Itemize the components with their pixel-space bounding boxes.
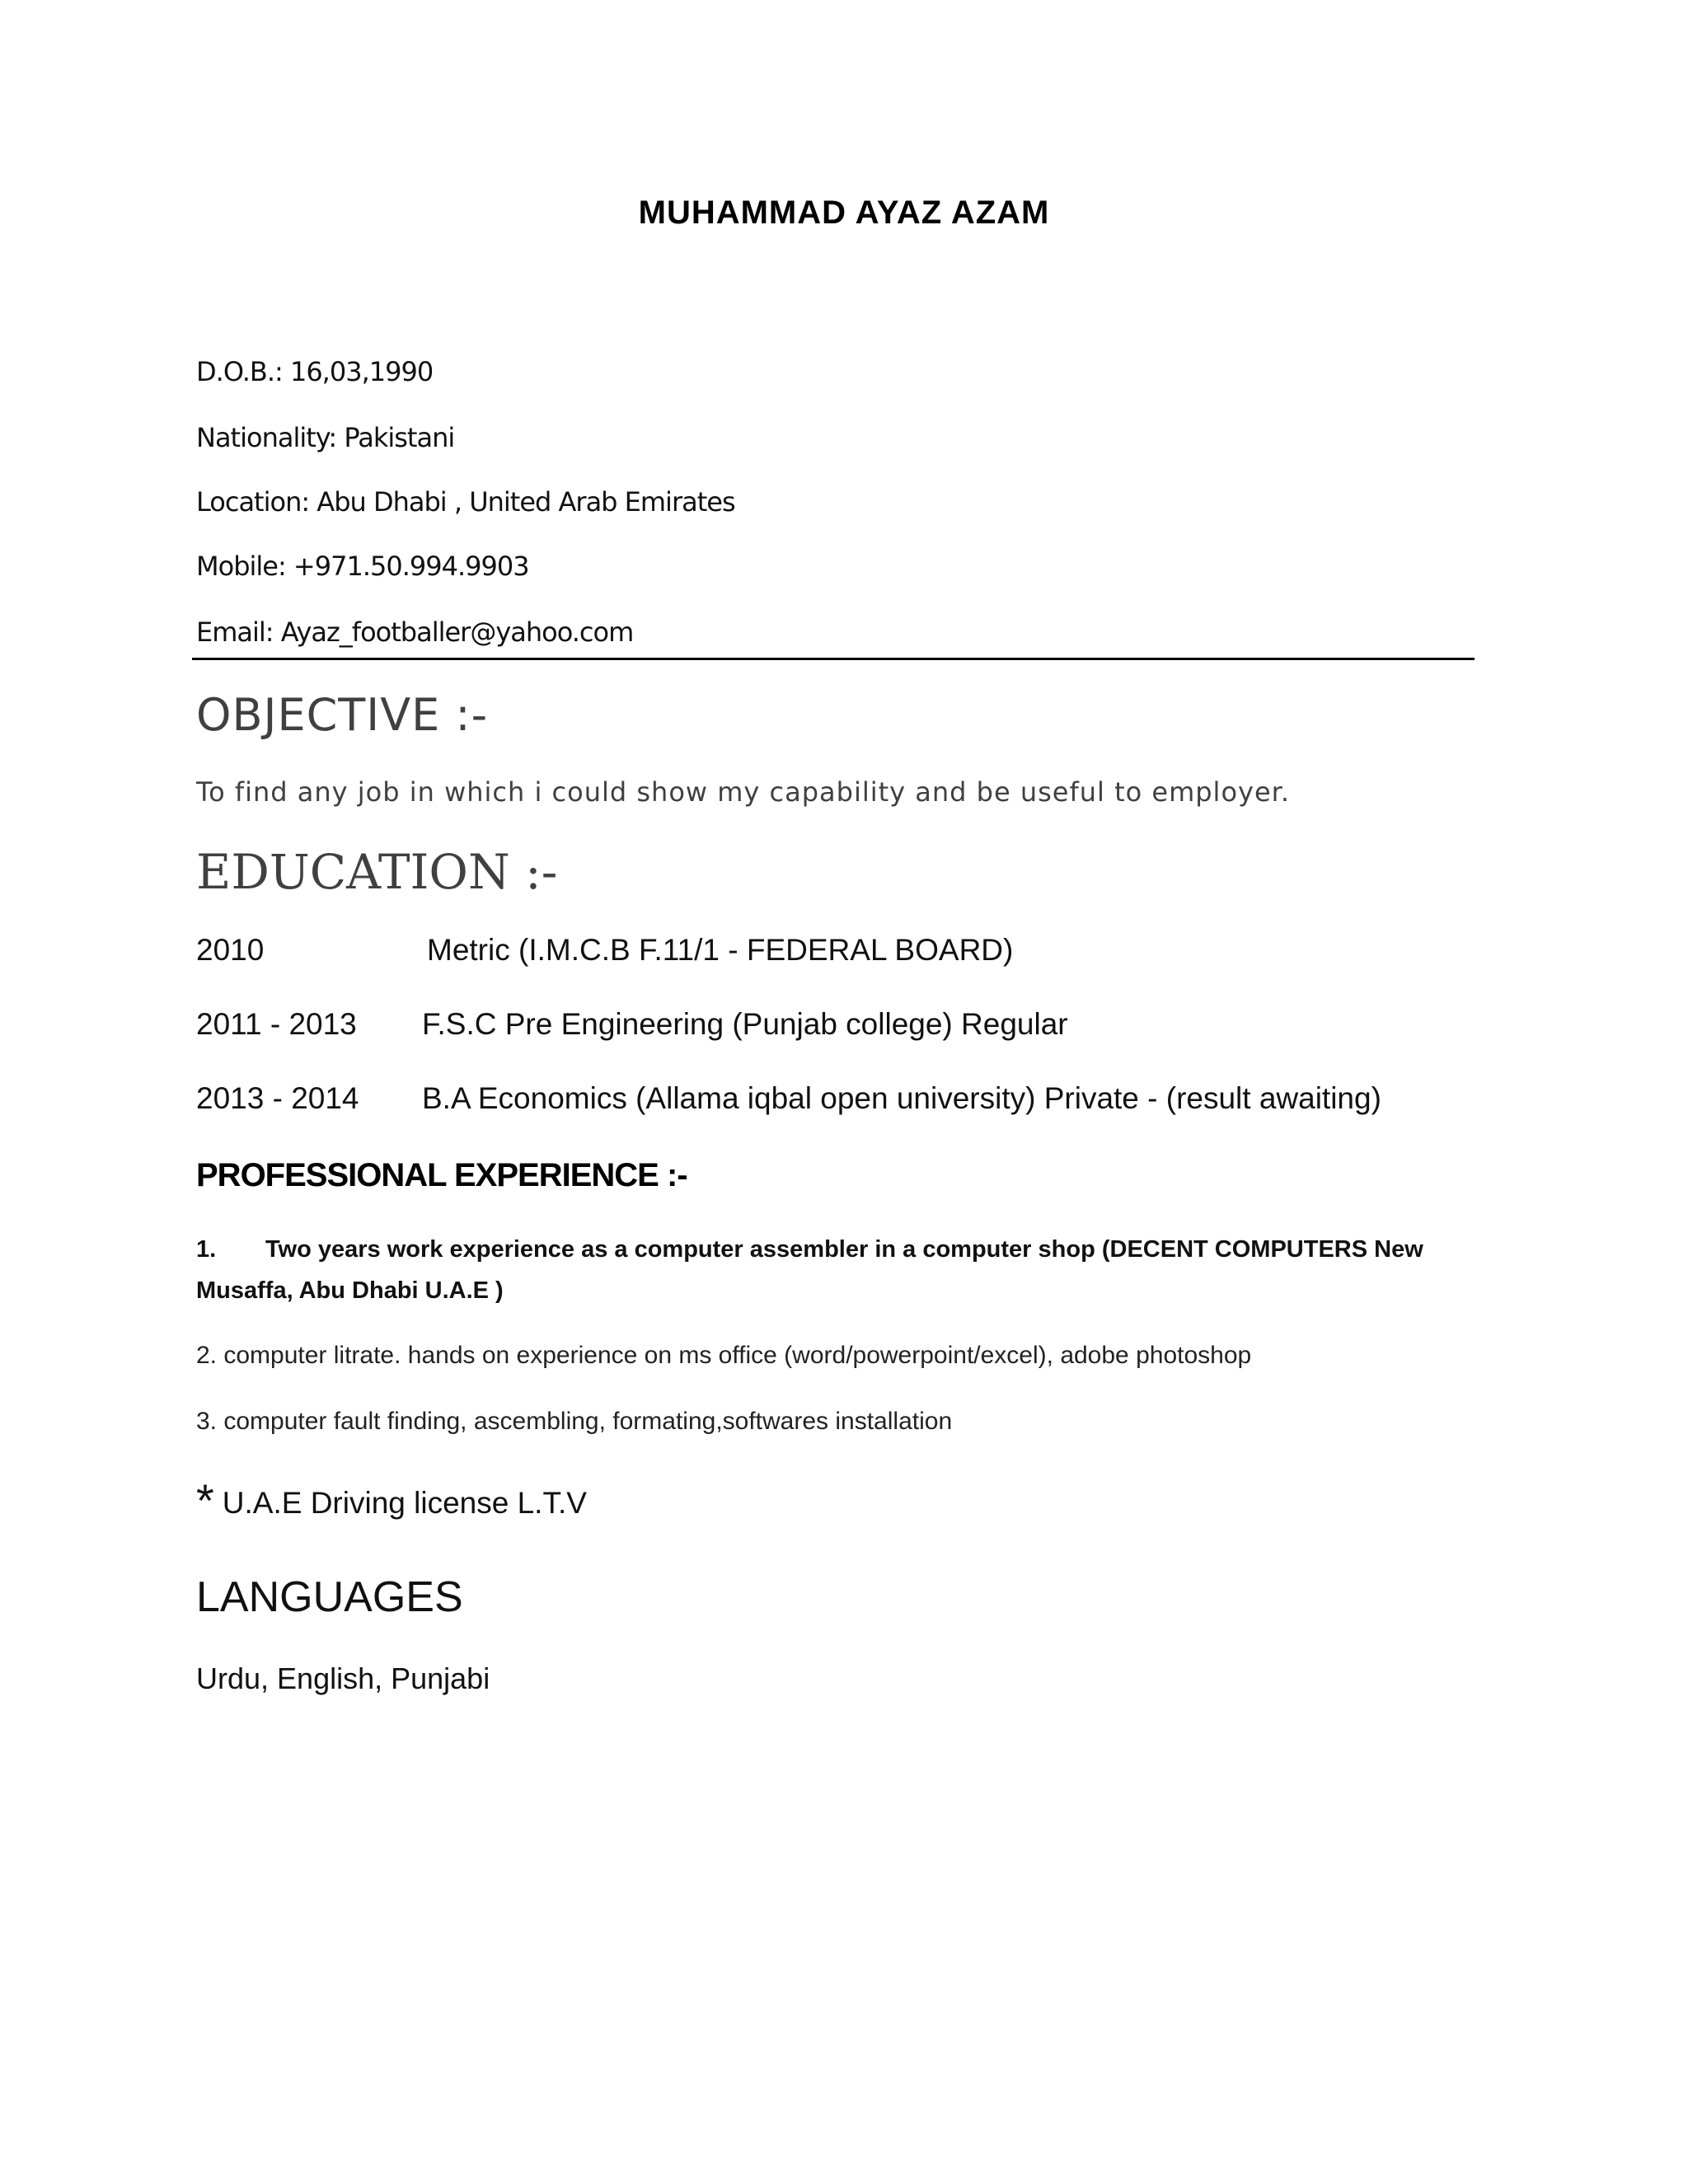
education-row-2-desc: F.S.C Pre Engineering (Punjab college) Regular xyxy=(422,1007,1068,1041)
experience-item-1-number: 1. xyxy=(196,1236,217,1263)
experience-item-1-line-1: Two years work experience as a computer assembler in a computer shop (DECENT COMPUTERS New xyxy=(265,1236,1423,1263)
mobile-line: Mobile: +971.50.994.9903 xyxy=(196,551,529,582)
education-row-2-years: 2011 - 2013 xyxy=(196,1007,357,1041)
education-row-3-desc: B.A Economics (Allama iqbal open university) Private - (result awaiting) xyxy=(422,1081,1381,1115)
languages-text: Urdu, English, Punjabi xyxy=(196,1661,490,1695)
education-row-1-desc: Metric (I.M.C.B F.11/1 - FEDERAL BOARD) xyxy=(427,933,1014,967)
objective-heading: OBJECTIVE :- xyxy=(196,689,489,741)
location-line: Location: Abu Dhabi , United Arab Emirates xyxy=(196,486,735,518)
license-line xyxy=(196,1474,587,1527)
experience-item-1-line-2: Musaffa, Abu Dhabi U.A.E ) xyxy=(196,1277,504,1304)
license-text: U.A.E Driving license L.T.V xyxy=(222,1486,587,1520)
education-row-3-years: 2013 - 2014 xyxy=(196,1081,359,1115)
education-row-1-years: 2010 xyxy=(196,933,265,967)
email-line: Email: Ayaz_footballer@yahoo.com xyxy=(196,616,634,648)
asterisk-bullet: * xyxy=(196,1474,214,1526)
education-heading: EDUCATION :- xyxy=(196,844,558,900)
experience-heading: PROFESSIONAL EXPERIENCE :- xyxy=(196,1157,687,1193)
dob-line: D.O.B.: 16,03,1990 xyxy=(196,356,434,387)
header-divider xyxy=(192,658,1475,660)
nationality-line: Nationality: Pakistani xyxy=(196,422,455,453)
objective-text: To find any job in which i could show my capability and be useful to employer. xyxy=(196,776,1291,808)
candidate-name: MUHAMMAD AYAZ AZAM xyxy=(638,194,1050,231)
experience-item-3: 3. computer fault finding, ascembling, formating,softwares installation xyxy=(196,1408,953,1435)
experience-item-1 xyxy=(196,1236,1423,1263)
experience-item-2: 2. computer litrate. hands on experience on ms office (word/powerpoint/excel), adobe photoshop xyxy=(196,1342,1252,1369)
languages-heading: LANGUAGES xyxy=(196,1573,463,1621)
